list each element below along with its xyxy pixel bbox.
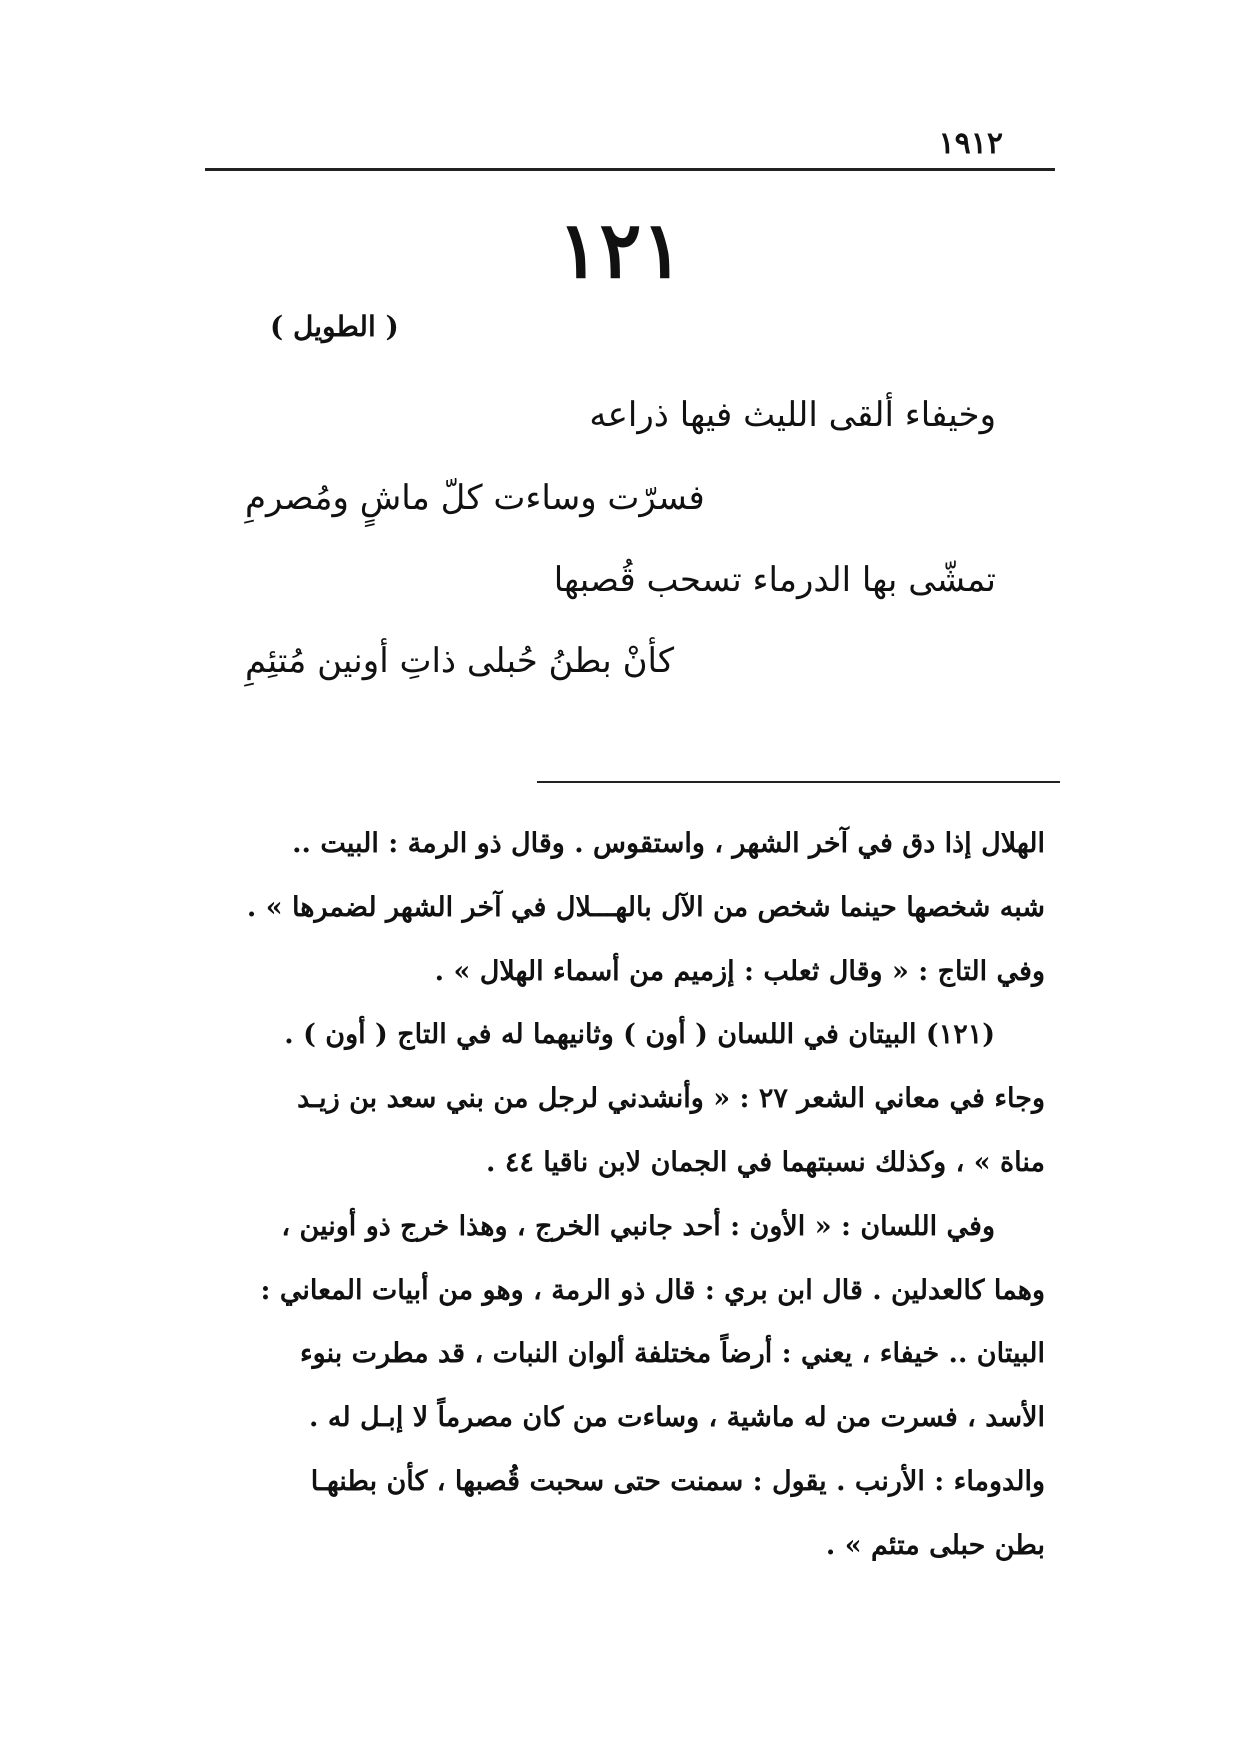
footnote-line: (١٢١) البيتان في اللسان ( أون ) وثانيهما له في التاج ( أون ) .	[284, 1019, 995, 1051]
footnote-line: وهما كالعدلين . قال ابن بري : قال ذو الرمة ، وهو من أبيات المعاني :	[260, 1274, 1045, 1306]
verse-line-3: تمشّى بها الدرماء تسحب قُصبها	[553, 560, 996, 600]
footnote-line: الهلال إذا دق في آخر الشهر ، واستقوس . وقال ذو الرمة : البيت ..	[292, 828, 1045, 859]
footnote-line: البيتان .. خيفاء ، يعني : أرضاً مختلفة ألوان النبات ، قد مطرت بنوء	[299, 1338, 1045, 1370]
footnote-line: وفي التاج : « وقال ثعلب : إزميم من أسماء الهلال » .	[434, 955, 1045, 987]
verse-line-2: فسرّت وساءت كلّ ماشٍ ومُصرمِ	[245, 478, 705, 518]
page-number: ١٩١٢	[938, 126, 1003, 161]
footnote-line: الأسد ، فسرت من له ماشية ، وساءت من كان مصرماً لا إبـل له .	[309, 1402, 1045, 1434]
footnote-line: بطن حبلى متئم » .	[825, 1529, 1045, 1561]
footnote-rule	[537, 781, 1060, 783]
header-rule	[205, 168, 1055, 171]
verse-line-1: وخيفاء ألقى الليث فيها ذراعه	[589, 395, 996, 435]
meter-label: ( الطويل )	[270, 310, 399, 343]
verse-line-4: كأنْ بطنُ حُبلى ذاتِ أونين مُتئِمِ	[245, 641, 675, 681]
poem-number: ١٢١	[557, 205, 684, 296]
footnote-line: والدوماء : الأرنب . يقول : سمنت حتى سحبت قُصبها ، كأن بطنهـا	[310, 1465, 1045, 1497]
footnote-line: مناة » ، وكذلك نسبتهما في الجمان لابن ناقيا ٤٤ .	[486, 1146, 1045, 1178]
footnote-line: وفي اللسان : « الأون : أحد جانبي الخرج ، وهذا خرج ذو أونين ،	[281, 1210, 995, 1242]
footnote-line: وجاء في معاني الشعر ٢٧ : « وأنشدني لرجل من بني سعد بن زيـد	[297, 1083, 1045, 1115]
footnote-line: شبه شخصها حينما شخص من الآل بالهـــلال في آخر الشهر لضمرها » .	[246, 891, 1045, 923]
footnotes	[205, 812, 1045, 1578]
